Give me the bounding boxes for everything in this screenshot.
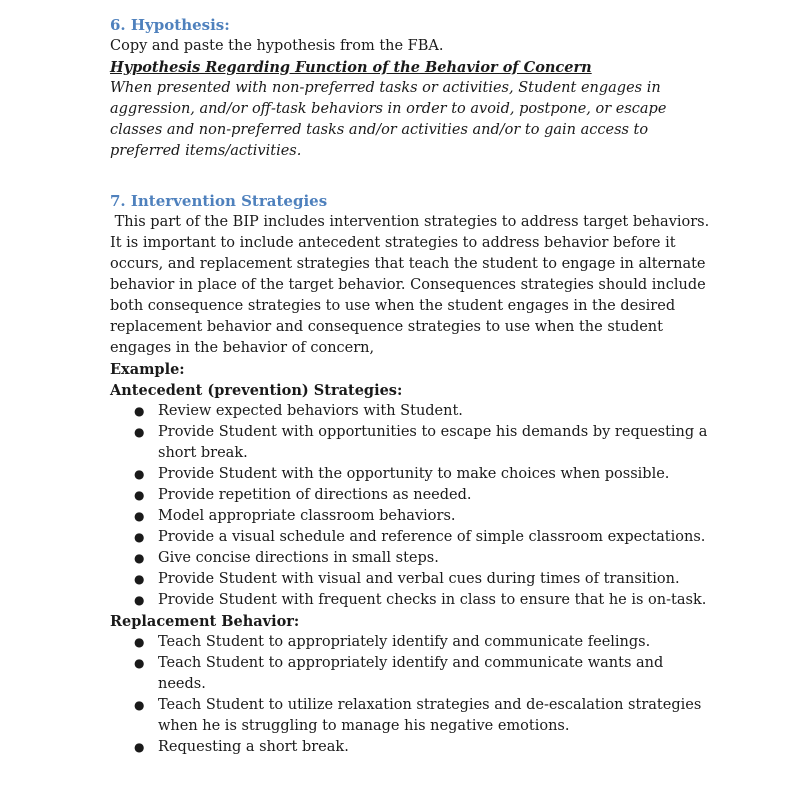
bullet-icon: ● [134, 509, 145, 523]
section-7-heading: 7. Intervention Strategies [110, 192, 328, 210]
bullet-icon: ● [134, 467, 145, 481]
replacement-label: Replacement Behavior: [110, 613, 300, 630]
list-item [110, 401, 710, 422]
list-item [110, 506, 710, 527]
list-item-text: Give concise directions in small steps. [158, 550, 439, 566]
list-item-text: Provide Student with the opportunity to make choices when possible. [158, 466, 670, 482]
list-item [110, 695, 710, 737]
list-item [110, 548, 710, 569]
list-item [110, 590, 710, 611]
list-item-text: Teach Student to utilize relaxation strategies and de-escalation strategies when he is struggling to manage his negative emotions. [158, 697, 702, 734]
list-item-text: Provide Student with frequent checks in class to ensure that he is on-task. [158, 592, 707, 608]
bullet-icon: ● [134, 404, 145, 418]
list-item-text: Teach Student to appropriately identify and communicate wants and needs. [158, 655, 664, 692]
section-6-instruction: Copy and paste the hypothesis from the FBA. [110, 38, 444, 54]
antecedent-label: Antecedent (prevention) Strategies: [110, 382, 403, 399]
list-item-text: Review expected behaviors with Student. [158, 403, 463, 419]
list-item-text: Model appropriate classroom behaviors. [158, 508, 456, 524]
bullet-icon: ● [134, 572, 145, 586]
list-item-text: Requesting a short break. [158, 739, 349, 755]
bullet-icon: ● [134, 740, 145, 754]
bullet-icon: ● [134, 530, 145, 544]
bullet-icon: ● [134, 656, 145, 670]
bullet-icon: ● [134, 551, 145, 565]
list-item-text: Teach Student to appropriately identify and communicate feelings. [158, 634, 651, 650]
antecedent-list [110, 401, 710, 611]
list-item-text: Provide Student with opportunities to escape his demands by requesting a short break. [158, 424, 708, 461]
list-item [110, 737, 710, 758]
list-item-text: Provide repetition of directions as needed. [158, 487, 472, 503]
bullet-icon: ● [134, 698, 145, 712]
document-page [110, 14, 714, 758]
section-7-description: This part of the BIP includes intervention strategies to address target behaviors. It is important to include antecedent strategies to address behavior before it occurs, and replacement strategies that teach the student to engage in alternate behavior in place of the target behavior. Consequences strategies should include both consequence strategies to use when the student engages in the desired replacement behavior and consequence strategies to use when the student engages in the behavior of concern, [110, 214, 714, 356]
list-item [110, 485, 710, 506]
section-6-heading: 6. Hypothesis: [110, 16, 230, 34]
list-item [110, 422, 710, 464]
hypothesis-subheading: Hypothesis Regarding Function of the Behavior of Concern [110, 59, 592, 76]
list-item-text: Provide a visual schedule and reference of simple classroom expectations. [158, 529, 706, 545]
list-item-text: Provide Student with visual and verbal cues during times of transition. [158, 571, 680, 587]
bullet-icon: ● [134, 635, 145, 649]
replacement-list [110, 632, 710, 758]
bullet-icon: ● [134, 488, 145, 502]
hypothesis-text: When presented with non-preferred tasks or activities, Student engages in aggression, and/or off-task behaviors in order to avoid, postpone, or escape classes and non-preferred tasks and/or activities and/or to gain access to preferred items/activities. [110, 80, 667, 159]
bullet-icon: ● [134, 425, 145, 439]
list-item [110, 569, 710, 590]
bullet-icon: ● [134, 593, 145, 607]
list-item [110, 653, 710, 695]
list-item [110, 632, 710, 653]
example-label: Example: [110, 361, 185, 378]
list-item [110, 527, 710, 548]
list-item [110, 464, 710, 485]
